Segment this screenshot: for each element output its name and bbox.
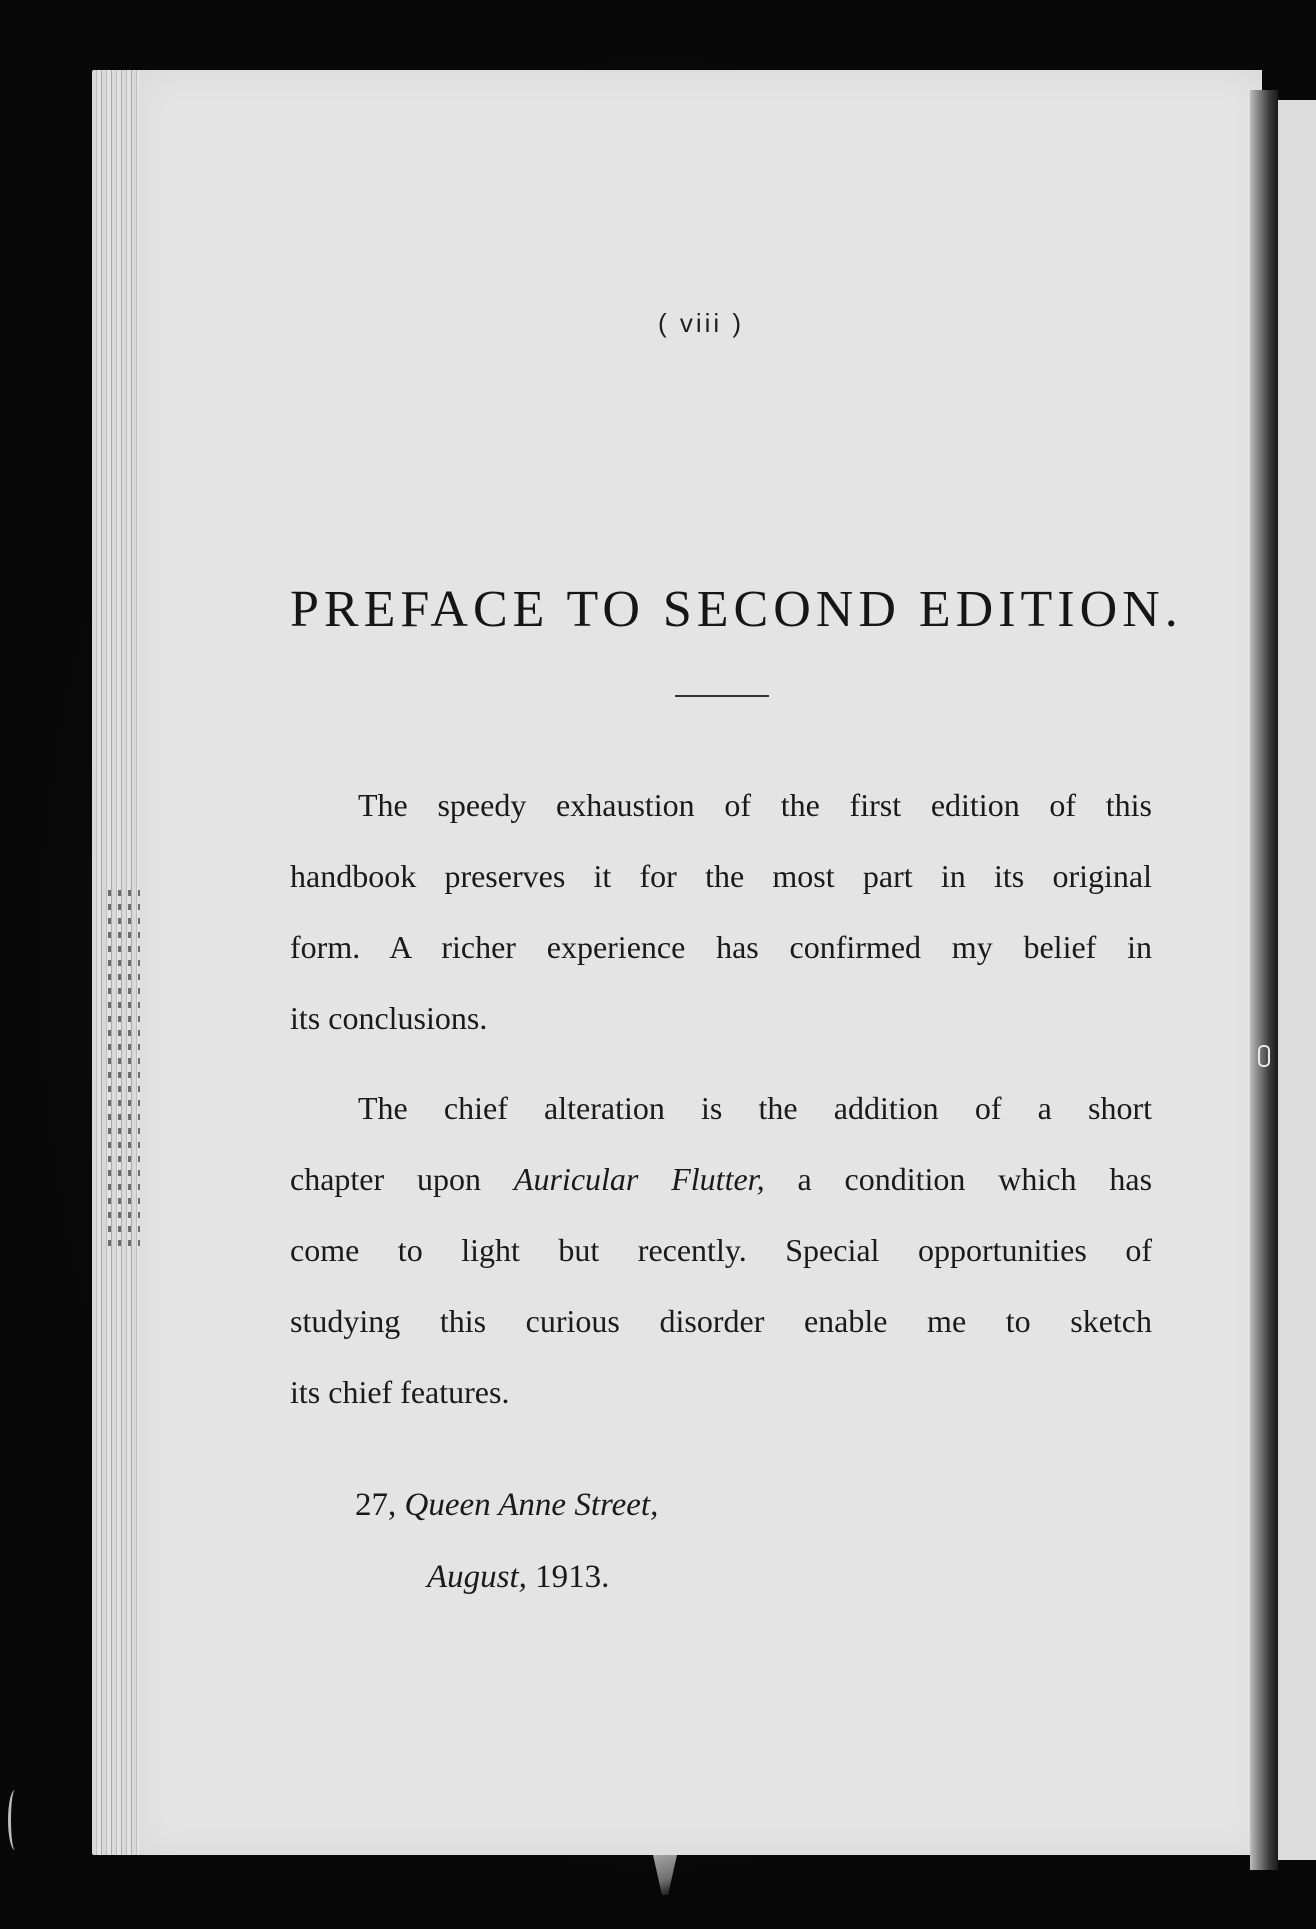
paragraph-line: The speedy exhaustion of the first edition of this <box>358 787 1152 823</box>
page-number-text: ( viii ) <box>657 308 745 338</box>
spine-mark <box>1258 1045 1270 1067</box>
address-street: Queen Anne Street, <box>404 1487 659 1523</box>
line-text: chapter upon <box>290 1161 514 1197</box>
scan-artifact <box>8 1790 22 1850</box>
facing-page-edge <box>1278 100 1316 1860</box>
preface-body <box>290 770 1152 1447</box>
paragraph-line-with-emphasis <box>290 1144 1152 1215</box>
address-number: 27, <box>355 1487 397 1523</box>
paragraph-2 <box>290 1073 1152 1428</box>
paragraph-line: The chief alteration is the addition of a short <box>358 1090 1152 1126</box>
paragraph-line: its conclusions. <box>290 1000 488 1036</box>
line-text: a condition which has <box>764 1161 1153 1197</box>
paragraph-line: form. A richer experience has confirmed my belief in <box>290 929 1152 965</box>
date-month: August, <box>427 1559 527 1595</box>
emphasis-term: Auricular Flutter, <box>513 1161 765 1197</box>
page-title: PREFACE TO SECOND EDITION. <box>290 581 1183 638</box>
title-rule <box>675 695 769 697</box>
book-spine-shadow <box>1250 90 1278 1870</box>
date-year: 1913. <box>535 1559 610 1595</box>
paragraph-line: studying this curious disorder enable me to sketch <box>290 1303 1152 1339</box>
book-page <box>140 70 1262 1855</box>
signature-block <box>355 1469 658 1613</box>
paragraph-line: its chief features. <box>290 1374 510 1410</box>
paragraph-line: handbook preserves it for the most part in its original <box>290 858 1152 894</box>
address-line <box>355 1469 658 1541</box>
paragraph-line: come to light but recently. Special opportunities of <box>290 1232 1152 1268</box>
paragraph-1 <box>290 770 1152 1054</box>
date-line <box>355 1541 658 1613</box>
page-number <box>140 308 1262 339</box>
